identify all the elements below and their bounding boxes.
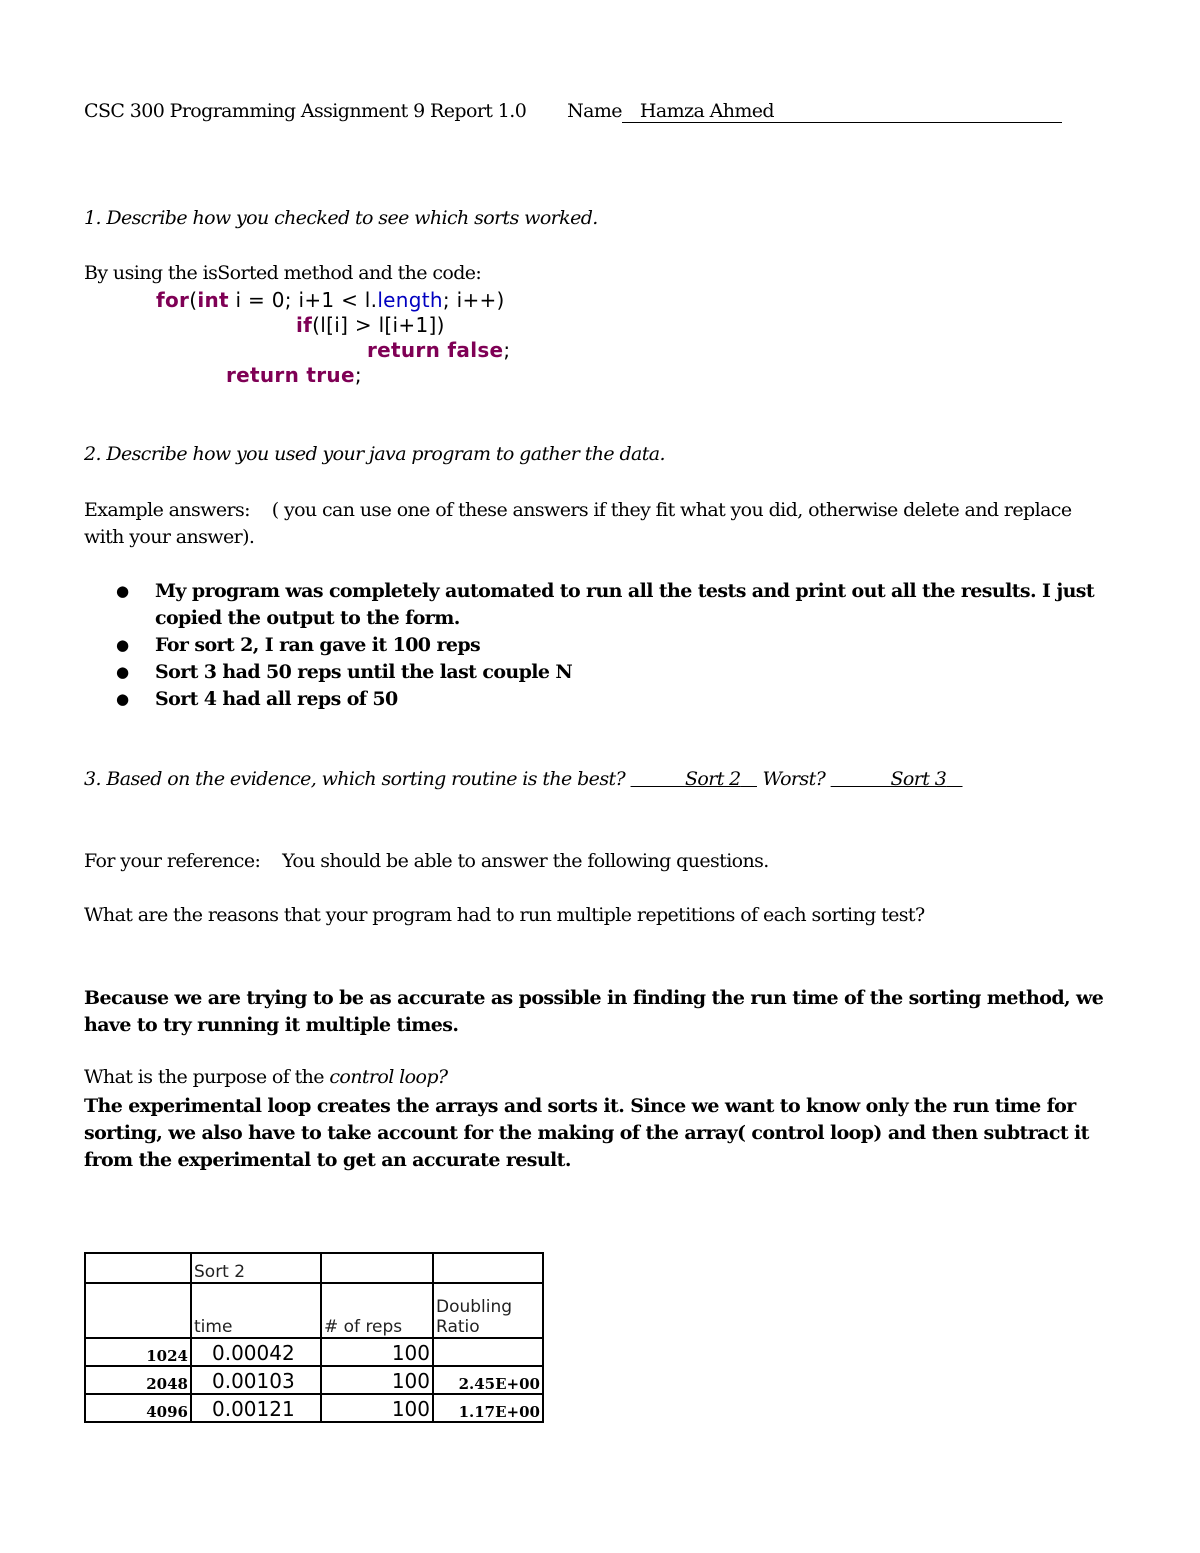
- reference-line: [84, 850, 769, 872]
- list-item: ● For sort 2, I ran gave it 100 reps: [110, 632, 1110, 659]
- reference-text: You should be able to answer the following questions.: [282, 850, 769, 872]
- cell-time: 0.00121: [191, 1394, 321, 1422]
- col-header-reps: # of reps: [321, 1283, 433, 1338]
- code-line-2: [296, 313, 445, 337]
- report-title: CSC 300 Programming Assignment 9 Report 1.0: [84, 100, 527, 122]
- code-keyword: return true: [226, 363, 355, 387]
- code-keyword: for: [156, 288, 190, 312]
- cell-reps: 100: [321, 1338, 433, 1366]
- col-header-ratio-line1: Doubling: [436, 1297, 513, 1317]
- worst-answer-field[interactable]: [831, 768, 963, 790]
- question-1: 1. Describe how you checked to see which sorts worked.: [84, 207, 598, 229]
- question-3-text: 3. Based on the evidence, which sorting routine is the best?: [84, 768, 626, 790]
- sort-2-table: [84, 1252, 544, 1423]
- col-header-ratio: [433, 1283, 543, 1338]
- cell-ratio: 2.45E+00: [433, 1366, 543, 1394]
- answer-2-list: [110, 578, 1110, 713]
- table-row: [85, 1366, 543, 1394]
- table-cell: [433, 1253, 543, 1283]
- code-line-1: [156, 288, 505, 312]
- table-cell: [85, 1283, 191, 1338]
- table-cell: [85, 1253, 191, 1283]
- cell-n: 1024: [85, 1338, 191, 1366]
- code-text: (l[i] > l[i+1]): [312, 313, 445, 337]
- question-control-loop: [84, 1066, 447, 1088]
- question-repetitions: What are the reasons that your program had to run multiple repetitions of each sorting test?: [84, 904, 925, 926]
- worst-label: Worst?: [762, 768, 826, 790]
- cell-time: 0.00042: [191, 1338, 321, 1366]
- code-keyword: return false: [367, 338, 504, 362]
- best-answer: Sort 2: [684, 768, 741, 790]
- table-cell: [321, 1253, 433, 1283]
- answer-1: By using the isSorted method and the code:: [84, 262, 482, 284]
- code-field: length: [377, 288, 443, 312]
- cell-ratio: 1.17E+00: [433, 1394, 543, 1422]
- table-title: Sort 2: [191, 1253, 321, 1283]
- list-item: ● Sort 3 had 50 reps until the last couple N: [110, 659, 1110, 686]
- reference-label: For your reference:: [84, 850, 261, 872]
- example-note: ( you can use one of these answers if they fit what you did, otherwise delete and replace with your answer).: [84, 499, 1072, 548]
- cell-reps: 100: [321, 1366, 433, 1394]
- example-answers: [84, 497, 1114, 551]
- table-row: [85, 1338, 543, 1366]
- col-header-ratio-line2: Ratio: [436, 1317, 480, 1337]
- question-control-text: What is the purpose of the: [84, 1066, 330, 1088]
- example-label: Example answers:: [84, 499, 250, 521]
- code-line-4: [226, 363, 362, 387]
- code-text: ;: [503, 338, 511, 362]
- code-keyword: if: [296, 313, 313, 337]
- best-answer-field[interactable]: [631, 768, 757, 790]
- question-3: [84, 768, 963, 790]
- col-header-time: time: [191, 1283, 321, 1338]
- name-label: Name: [567, 100, 622, 122]
- list-item: ● My program was completely automated to run all the tests and print out all the results. I just copied the output to the form.: [110, 578, 1110, 632]
- worst-answer: Sort 3: [890, 768, 947, 790]
- cell-n: 2048: [85, 1366, 191, 1394]
- answer-repetitions: Because we are trying to be as accurate as possible in finding the run time of the sorting method, we have to try running it multiple times.: [84, 987, 1104, 1036]
- name-value: Hamza Ahmed: [639, 100, 774, 122]
- code-text: ;: [354, 363, 362, 387]
- answer-control-loop: The experimental loop creates the arrays and sorts it. Since we want to know only the run time for sorting, we also have to take account for the making of the array( control loop) and then subtract it from the experimental to get an accurate result.: [84, 1095, 1089, 1171]
- name-field[interactable]: [622, 100, 1062, 123]
- report-header: [84, 100, 1062, 123]
- code-text: i = 0; i+1 < l.: [228, 288, 378, 312]
- cell-time: 0.00103: [191, 1366, 321, 1394]
- table-row: [85, 1394, 543, 1422]
- question-control-italic: control loop?: [329, 1066, 448, 1088]
- table-header-row: [85, 1283, 543, 1338]
- cell-ratio: [433, 1338, 543, 1366]
- question-2: 2. Describe how you used your java program to gather the data.: [84, 443, 665, 465]
- cell-n: 4096: [85, 1394, 191, 1422]
- code-keyword: int: [197, 288, 229, 312]
- code-line-3: [367, 338, 510, 362]
- code-text: (: [189, 288, 198, 312]
- code-text: ; i++): [442, 288, 505, 312]
- table-title-row: [85, 1253, 543, 1283]
- cell-reps: 100: [321, 1394, 433, 1422]
- list-item: ● Sort 4 had all reps of 50: [110, 686, 1110, 713]
